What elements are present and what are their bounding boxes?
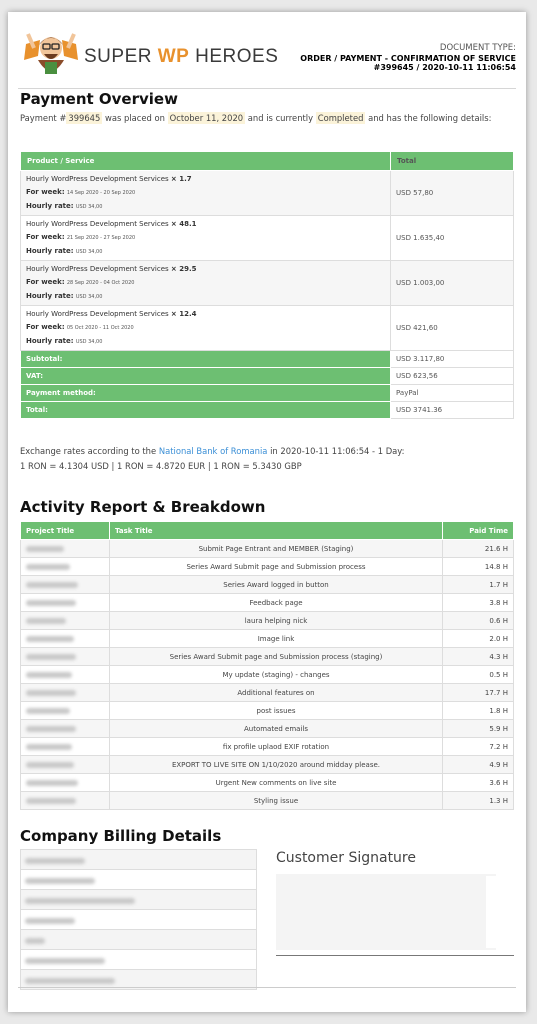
- bank-link[interactable]: National Bank of Romania: [158, 446, 268, 456]
- document-meta: [300, 44, 516, 73]
- exchange-rate-values: 1 RON = 4.1304 USD | 1 RON = 4.8720 EUR | 1 RON = 5.3430 GBP: [20, 461, 302, 471]
- header: [20, 26, 516, 84]
- activity-row: Image link 2.0 H: [21, 630, 514, 648]
- activity-row: My update (staging) - changes 0.5 H: [21, 666, 514, 684]
- activity-row: Styling issue 1.3 H: [21, 792, 514, 810]
- activity-row: Automated emails 5.9 H: [21, 720, 514, 738]
- product-row: Hourly WordPress Development Services × 29.5 For week: 28 Sep 2020 - 04 Oct 2020 Hourly rate: USD 34,00 USD 1.003,00: [21, 261, 514, 306]
- activity-row: Feedback page 3.8 H: [21, 594, 514, 612]
- activity-row: Series Award logged in button 1.7 H: [21, 576, 514, 594]
- activity-row: EXPORT TO LIVE SITE ON 1/10/2020 around midday please. 4.9 H: [21, 756, 514, 774]
- task-col-header: Task Title: [110, 522, 443, 540]
- exchange-rates: Exchange rates according to the National Bank of Romania in 2020-10-11 11:06:54 - 1 Day: 1 RON = 4.1304 USD | 1 RON = 4.8720 EUR | 1 RON = 5.3430 GBP: [20, 446, 405, 471]
- document-id-date: #399645 / 2020-10-11 11:06:54: [373, 63, 516, 72]
- activity-row: fix profile uplaod EXIF rotation 7.2 H: [21, 738, 514, 756]
- payment-status: Completed: [317, 113, 364, 123]
- billing-line: [21, 950, 257, 970]
- payment-method-row: Payment method: PayPal: [21, 385, 514, 402]
- paid-col-header: Paid Time: [443, 522, 514, 540]
- product-row: Hourly WordPress Development Services × 48.1 For week: 21 Sep 2020 - 27 Sep 2020 Hourly rate: USD 34,00 USD 1.635,40: [21, 216, 514, 261]
- activity-row: post issues 1.8 H: [21, 702, 514, 720]
- footer-divider: [18, 987, 516, 988]
- activity-row: laura helping nick 0.6 H: [21, 612, 514, 630]
- activity-row: Urgent New comments on live site 3.6 H: [21, 774, 514, 792]
- customer-signature-label: Customer Signature: [276, 850, 416, 866]
- payment-date: October 11, 2020: [169, 113, 244, 123]
- activity-table: [20, 521, 514, 810]
- payment-id: 399645: [68, 113, 101, 123]
- payment-intro: Payment # 399645 was placed on October 11, 2020 and is currently Completed and has the following details:: [20, 113, 492, 123]
- billing-line: [21, 850, 257, 870]
- superhero-mascot-logo: [20, 26, 82, 82]
- signature-area[interactable]: [276, 874, 496, 950]
- product-row: Hourly WordPress Development Services × 12.4 For week: 05 Oct 2020 - 11 Oct 2020 Hourly rate: USD 34,00 USD 421,60: [21, 306, 514, 351]
- activity-row: Submit Page Entrant and MEMBER (Staging) 21.6 H: [21, 540, 514, 558]
- document-type-label: DOCUMENT TYPE:: [439, 43, 516, 53]
- product-col-header: Product / Service: [21, 152, 391, 171]
- activity-heading: Activity Report & Breakdown: [20, 498, 266, 516]
- logo-wordmark: SUPER WP HEROES: [84, 46, 279, 67]
- document-type-value: ORDER / PAYMENT - CONFIRMATION OF SERVICE: [300, 53, 516, 63]
- product-table: [20, 151, 514, 419]
- activity-row: Series Award Submit page and Submission process 14.8 H: [21, 558, 514, 576]
- billing-heading: Company Billing Details: [20, 827, 222, 845]
- vat-row: VAT: USD 623,56: [21, 368, 514, 385]
- activity-row: Series Award Submit page and Submission process (staging) 4.3 H: [21, 648, 514, 666]
- billing-line: [21, 870, 257, 890]
- billing-line: [21, 910, 257, 930]
- payment-overview-heading: Payment Overview: [20, 90, 178, 108]
- total-col-header: Total: [391, 152, 514, 171]
- billing-details-table: [20, 849, 257, 990]
- document-page: [8, 12, 526, 1012]
- billing-line: [21, 930, 257, 950]
- signature-line: [276, 955, 514, 956]
- subtotal-row: Subtotal: USD 3.117,80: [21, 351, 514, 368]
- product-row: Hourly WordPress Development Services × 1.7 For week: 14 Sep 2020 - 20 Sep 2020 Hourly rate: USD 34,00 USD 57,80: [21, 171, 514, 216]
- project-col-header: Project Title: [21, 522, 110, 540]
- total-row: Total: USD 3741.36: [21, 402, 514, 419]
- billing-line: [21, 890, 257, 910]
- header-divider: [18, 88, 516, 89]
- activity-row: Additional features on 17.7 H: [21, 684, 514, 702]
